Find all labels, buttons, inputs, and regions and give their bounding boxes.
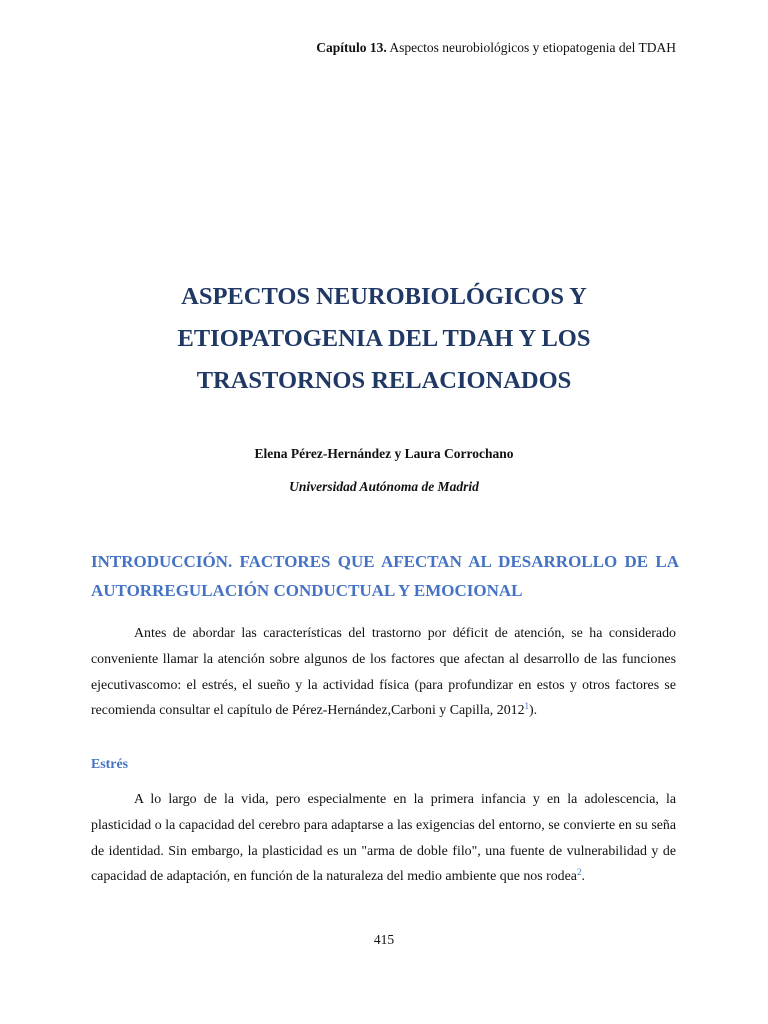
title-line-2: ETIOPATOGENIA DEL TDAH Y LOS xyxy=(177,325,591,352)
running-header xyxy=(316,40,676,56)
title-line-3: TRASTORNOS RELACIONADOS xyxy=(196,367,572,394)
chapter-label: Capítulo 13. xyxy=(316,40,387,55)
intro-paragraph xyxy=(91,621,676,724)
estres-paragraph xyxy=(91,787,676,890)
page-number: 415 xyxy=(373,932,395,947)
intro-text: Antes de abordar las características del trastorno por déficit de atención, se ha considerado conveniente llamar la atención sobre algunos de los factores que afectan al desarrollo de las funciones ejecutivascomo: el estrés, el sueño y la actividad física (para profundizar en estos y otros factores se recomienda consultar el capítulo de Pérez-Hernández,Carboni y Capilla, 2012 xyxy=(91,626,676,719)
section-heading: INTRODUCCIÓN. FACTORES QUE AFECTAN AL DESARROLLO DE LA AUTORREGULACIÓN CONDUCTUAL Y EMOCIONAL xyxy=(91,552,679,600)
footnote-ref-1[interactable]: 1 xyxy=(524,701,530,712)
subheading-estres: Estrés xyxy=(91,757,129,772)
estres-text-end: . xyxy=(581,869,585,885)
chapter-title: Aspectos neurobiológicos y etiopatogenia del TDAH xyxy=(389,40,676,55)
document-title xyxy=(90,276,678,402)
affiliation: Universidad Autónoma de Madrid xyxy=(289,479,479,494)
estres-text: A lo largo de la vida, pero especialmente en la primera infancia y en la adolescencia, la plasticidad o la capacidad del cerebro para adaptarse a las exigencias del entorno, se convierte en su seña de identidad. Sin embargo, la plasticidad es un "arma de doble filo", una fuente de vulnerabilidad y de capacidad de adaptación, en función de la naturaleza del medio ambiente que nos rodea xyxy=(91,792,676,885)
authors: Elena Pérez-Hernández y Laura Corrochano xyxy=(254,446,514,461)
intro-text-end: ). xyxy=(529,703,538,719)
footnote-ref-2[interactable]: 2 xyxy=(576,867,582,878)
title-line-1: ASPECTOS NEUROBIOLÓGICOS Y xyxy=(181,283,587,310)
